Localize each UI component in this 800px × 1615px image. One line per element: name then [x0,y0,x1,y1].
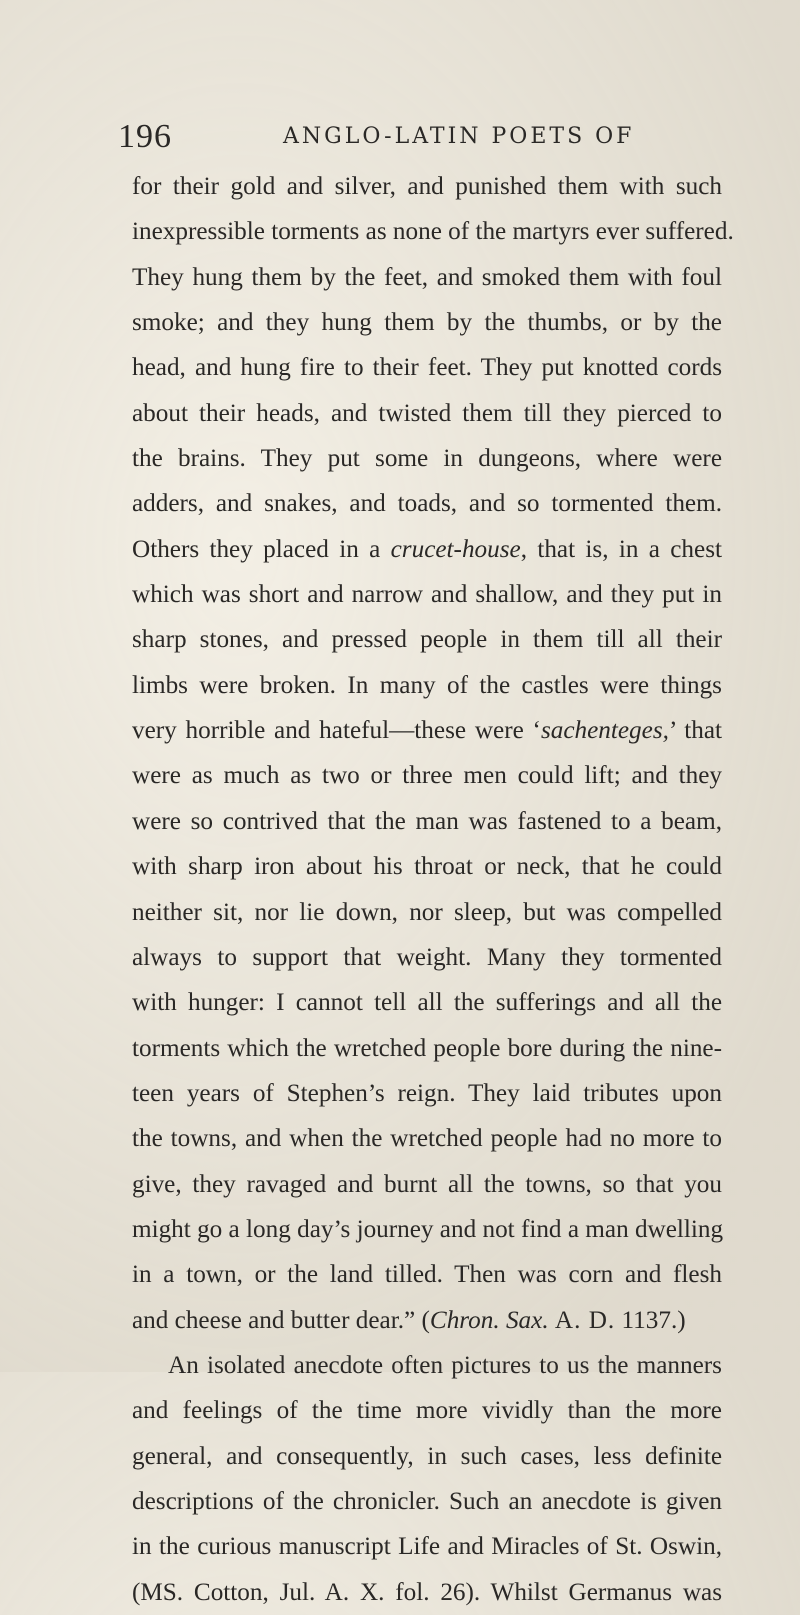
text-line: smoke; and they hung them by the thumbs, or by the [132,309,722,337]
text-line: teen years of Stephen’s reign. They laid tributes upon [132,1079,722,1107]
text-line: limbs were broken. In many of the castles were things [132,671,722,699]
text-line: neither sit, nor lie down, nor sleep, but was compelled [132,898,722,926]
text-line: general, and consequently, in such cases, less definite [132,1442,722,1470]
text-line [132,527,722,572]
italic-term: sachenteges, [540,717,669,745]
text-line: always to support that weight. Many they tormented [132,943,722,971]
italic-term: crucet-house [390,535,521,563]
running-head [118,118,738,158]
text-line: inexpressible torments as none of the martyrs ever suffered. [132,218,734,246]
text-line [132,1298,722,1343]
text-line: head, and hung fire to their feet. They put knotted cords [132,354,722,382]
text-line: They hung them by the feet, and smoked them with foul [132,263,722,291]
text-segment: ’ that [668,717,722,745]
text-line: in the curious manuscript Life and Miracles of St. Oswin, [132,1533,722,1561]
body-text [132,164,734,1615]
text-line: which was short and narrow and shallow, and they put in [132,581,722,609]
text-line: with hunger: I cannot tell all the sufferings and all the [132,989,722,1017]
text-line: the towns, and when the wretched people had no more to [132,1125,722,1153]
text-line: with sharp iron about his throat or neck, that he could [132,853,722,881]
text-line: sharp stones, and pressed people in them till all their [132,626,722,654]
citation-year: 1137.) [621,1306,686,1334]
text-line: were as much as two or three men could lift; and they [132,762,722,790]
citation-era: A. D. [554,1306,616,1334]
text-line: adders, and snakes, and toads, and so tormented them. [132,490,722,518]
text-segment: very horrible and hateful—these were ‘ [132,717,541,745]
text-line: and feelings of the time more vividly than the more [132,1397,722,1425]
text-line: in a town, or the land tilled. Then was corn and flesh [132,1261,722,1289]
text-line: were so contrived that the man was fastened to a beam, [132,807,722,835]
text-line: (MS. Cotton, Jul. A. X. fol. 26). Whilst Germanus was [132,1578,722,1606]
text-line: give, they ravaged and burnt all the towns, so that you [132,1170,722,1198]
text-segment: and cheese and butter dear.” ( [132,1306,430,1334]
text-segment: , that is, in a chest [520,535,723,563]
text-line: for their gold and silver, and punished them with such [132,173,722,200]
text-line: might go a long day’s journey and not find a man dwelling [132,1215,724,1243]
citation-source: Chron. Sax. [429,1306,549,1334]
text-line: An isolated anecdote often pictures to us the manners [168,1351,722,1379]
text-line: descriptions of the chronicler. Such an anecdote is given [132,1487,722,1515]
running-title: ANGLO-LATIN POETS OF [283,124,635,149]
page-number: 196 [118,118,172,155]
text-segment: Others they placed in a [132,535,381,563]
text-line: the brains. They put some in dungeons, where were [132,445,722,473]
text-line [132,708,722,753]
text-line: about their heads, and twisted them till they pierced to [132,399,722,427]
text-line: torments which the wretched people bore during the nine- [132,1034,722,1062]
